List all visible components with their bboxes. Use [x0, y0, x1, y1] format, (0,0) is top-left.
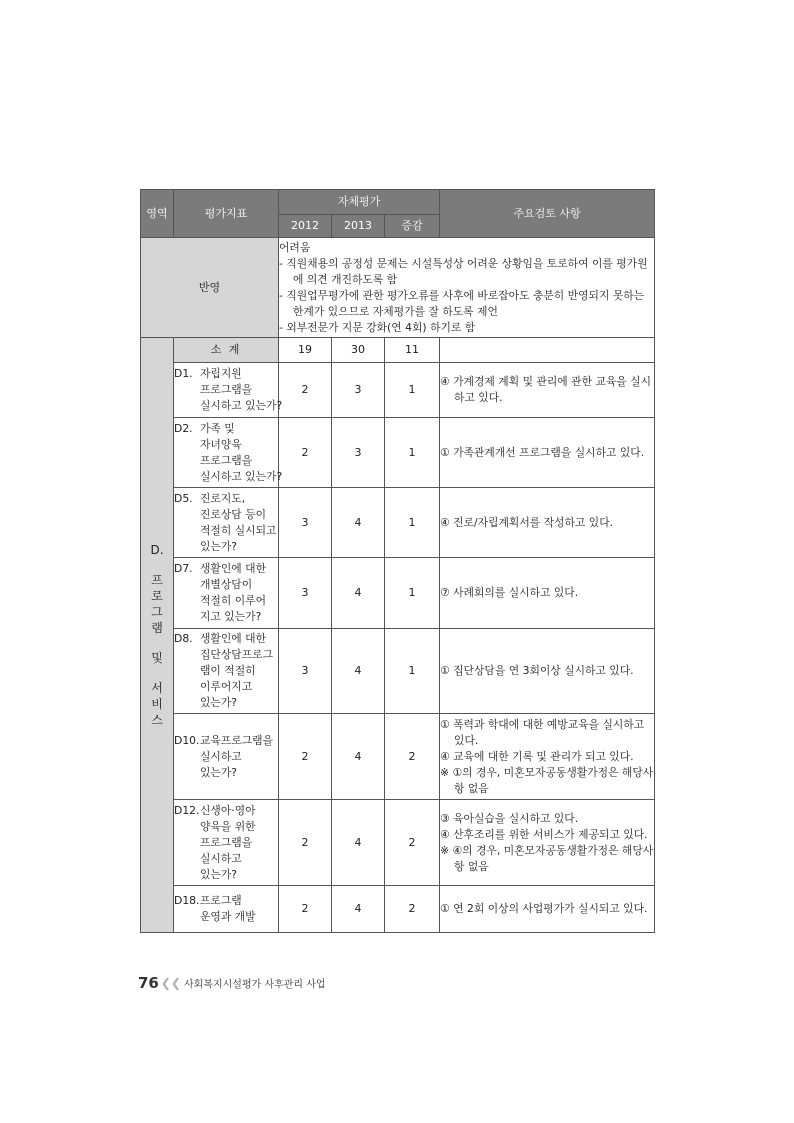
review-line: ① 연 2회 이상의 사업평가가 실시되고 있다. [440, 902, 648, 915]
area-label-char [141, 666, 173, 680]
review-line: ※ ①의 경우, 미혼모자공동생활가정은 해당사항 없음 [440, 765, 654, 795]
area-label-char: 및 [151, 651, 163, 665]
indicator-line: 실시하고 [200, 749, 242, 763]
header-year-2012: 2012 [279, 215, 332, 238]
indicator-cell [174, 629, 279, 714]
header-review: 주요검토 사항 [440, 190, 655, 238]
score-y2013: 4 [332, 488, 385, 558]
score-y2012: 2 [279, 800, 332, 886]
score-change: 2 [385, 800, 440, 886]
header-year-2013: 2013 [332, 215, 385, 238]
review-cell [440, 363, 655, 418]
indicator-text [200, 893, 274, 925]
score-change: 1 [385, 488, 440, 558]
reflect-line: - 외부전문가 지문 강화(연 4회) 하기로 함 [279, 320, 476, 334]
score-change: 1 [385, 558, 440, 629]
indicator-text [200, 366, 283, 414]
review-line: ① 가족관계개선 프로그램을 실시하고 있다. [440, 445, 645, 459]
indicator-line: 운영과 개발 [200, 910, 256, 923]
score-change: 1 [385, 363, 440, 418]
review-line: ※ ④의 경우, 미혼모자공동생활가정은 해당사항 없음 [440, 843, 654, 873]
indicator-line: 있는가? [200, 539, 238, 553]
indicator-text [200, 491, 277, 555]
indicator-text [200, 803, 274, 883]
subtotal-change: 11 [385, 338, 440, 363]
score-change: 2 [385, 886, 440, 933]
subtotal-2012: 19 [279, 338, 332, 363]
indicator-line: 프로그램을 [200, 383, 253, 396]
indicator-cell [174, 800, 279, 886]
score-y2013: 3 [332, 418, 385, 488]
evaluation-table [140, 189, 655, 933]
indicator-line: 있는가? [200, 867, 238, 881]
indicator-line: 진로상담 등이 [200, 507, 267, 521]
indicator-line: 실시하고 [200, 851, 242, 865]
table-row [141, 363, 655, 418]
score-y2013: 3 [332, 363, 385, 418]
area-label-char: 스 [151, 713, 163, 727]
indicator-text [200, 561, 274, 625]
review-cell [440, 629, 655, 714]
indicator-cell [174, 558, 279, 629]
table-row [141, 558, 655, 629]
indicator-code: D10. [174, 733, 200, 747]
review-cell [440, 488, 655, 558]
area-label-char: 비 [151, 697, 163, 711]
indicator-line: 이루어지고 [200, 680, 253, 693]
score-y2012: 3 [279, 558, 332, 629]
reflect-line: - 직원업무평가에 관한 평가오류를 사후에 바로잡아도 충분히 반영되지 못하는 한계가 있으므로 자체평가를 잘 하도록 제언 [279, 288, 645, 318]
score-y2012: 3 [279, 488, 332, 558]
indicator-line: 생활인에 대한 [200, 632, 267, 645]
indicator-line: 양육을 위한 [200, 819, 256, 833]
score-change: 1 [385, 629, 440, 714]
review-cell [440, 558, 655, 629]
review-line: ① 폭력과 학대에 대한 예방교육을 실시하고 있다. [440, 717, 645, 747]
score-y2012: 2 [279, 714, 332, 800]
review-line: ④ 산후조리를 위한 서비스가 제공되고 있다. [440, 827, 648, 841]
indicator-line: 있는가? [200, 696, 238, 709]
table-row [141, 418, 655, 488]
subtotal-2013: 30 [332, 338, 385, 363]
header-self-eval: 자체평가 [279, 190, 440, 215]
score-y2012: 2 [279, 886, 332, 933]
header-change: 증감 [385, 215, 440, 238]
indicator-code: D12. [174, 803, 200, 817]
reflect-line: - 직원채용의 공정성 문제는 시설특성상 어려운 상황임을 토로하여 이를 평가원에 의견 개진하도록 함 [279, 256, 648, 286]
area-label [141, 338, 174, 933]
review-cell [440, 886, 655, 933]
table-row [141, 800, 655, 886]
area-label-char: D. [150, 543, 164, 557]
indicator-cell [174, 714, 279, 800]
page-footer [138, 974, 326, 992]
indicator-text [200, 733, 274, 781]
indicator-line: 생활인에 대한 [200, 562, 267, 575]
indicator-line: 교육프로그램을 [200, 733, 274, 747]
reflect-text [279, 238, 655, 338]
review-line: ⑦ 사례회의를 실시하고 있다. [440, 586, 579, 599]
indicator-cell [174, 418, 283, 488]
reflect-label: 반영 [141, 238, 279, 338]
indicator-line: 적절히 실시되고 [200, 523, 277, 537]
score-y2013: 4 [332, 714, 385, 800]
indicator-line: 램이 적절히 [200, 664, 256, 677]
indicator-line: 적절히 이루어 [200, 594, 267, 607]
header-indicator: 평가지표 [174, 190, 279, 238]
area-label-char: 프 [151, 573, 163, 587]
review-cell [440, 714, 655, 800]
indicator-line: 자녀양육 [200, 437, 242, 451]
indicator-line: 프로그램을 [200, 835, 253, 849]
area-label-char: 로 [151, 589, 163, 603]
review-cell [440, 418, 655, 488]
score-y2013: 4 [332, 800, 385, 886]
indicator-line: 지고 있는가? [200, 610, 262, 623]
score-y2013: 4 [332, 558, 385, 629]
table-row [141, 886, 655, 933]
indicator-line: 집단상담프로그 [200, 648, 274, 661]
score-y2012: 2 [279, 418, 332, 488]
review-line: ④ 가계경제 계획 및 관리에 관한 교육을 실시하고 있다. [440, 375, 652, 404]
review-line: ④ 교육에 대한 기록 및 관리가 되고 있다. [440, 749, 634, 763]
indicator-cell [174, 886, 279, 933]
area-label-char: 서 [151, 681, 163, 695]
review-line: ③ 육아실습을 실시하고 있다. [440, 811, 579, 825]
indicator-code: D1. [174, 367, 193, 380]
indicator-line: 프로그램을 [200, 453, 253, 467]
indicator-line: 실시하고 있는가? [200, 399, 283, 412]
table-row [141, 714, 655, 800]
chevron-left-icon: ❮❮ [160, 976, 181, 990]
footer-title: 사회복지시설평가 사후관리 사업 [183, 979, 326, 991]
area-label-char [141, 558, 173, 572]
review-line: ① 집단상담을 연 3회이상 실시하고 있다. [440, 664, 634, 677]
indicator-line: 있는가? [200, 765, 238, 779]
indicator-code: D5. [174, 491, 193, 505]
indicator-line: 가족 및 [200, 421, 235, 435]
indicator-code: D8. [174, 632, 193, 645]
indicator-line: 자립지원 [200, 367, 242, 380]
indicator-line: 진로지도, [200, 491, 246, 505]
indicator-text [200, 631, 274, 711]
score-y2012: 3 [279, 629, 332, 714]
indicator-code: D18. [174, 894, 200, 907]
indicator-line: 실시하고 있는가? [200, 469, 283, 483]
subtotal-label: 소 계 [174, 338, 279, 363]
page-number: 76 [138, 974, 159, 992]
area-label-char: 그 [151, 605, 163, 619]
review-cell [440, 800, 655, 886]
subtotal-review [440, 338, 655, 363]
score-y2013: 4 [332, 886, 385, 933]
table-row [141, 488, 655, 558]
score-y2013: 4 [332, 629, 385, 714]
review-line: ④ 진로/자립계획서를 작성하고 있다. [440, 515, 614, 529]
indicator-text [200, 421, 283, 485]
indicator-code: D2. [174, 421, 193, 435]
table-row [141, 629, 655, 714]
area-label-char [141, 636, 173, 650]
indicator-code: D7. [174, 562, 193, 575]
indicator-line: 개별상담이 [200, 578, 253, 591]
score-y2012: 2 [279, 363, 332, 418]
score-change: 1 [385, 418, 440, 488]
indicator-cell [174, 488, 279, 558]
area-label-char: 램 [151, 621, 163, 635]
indicator-line: 신생아·영아 [200, 803, 256, 817]
reflect-line: 어려움 [279, 240, 311, 254]
indicator-line: 프로그램 [200, 894, 242, 907]
score-change: 2 [385, 714, 440, 800]
indicator-cell [174, 363, 283, 418]
header-area: 영역 [141, 190, 174, 238]
